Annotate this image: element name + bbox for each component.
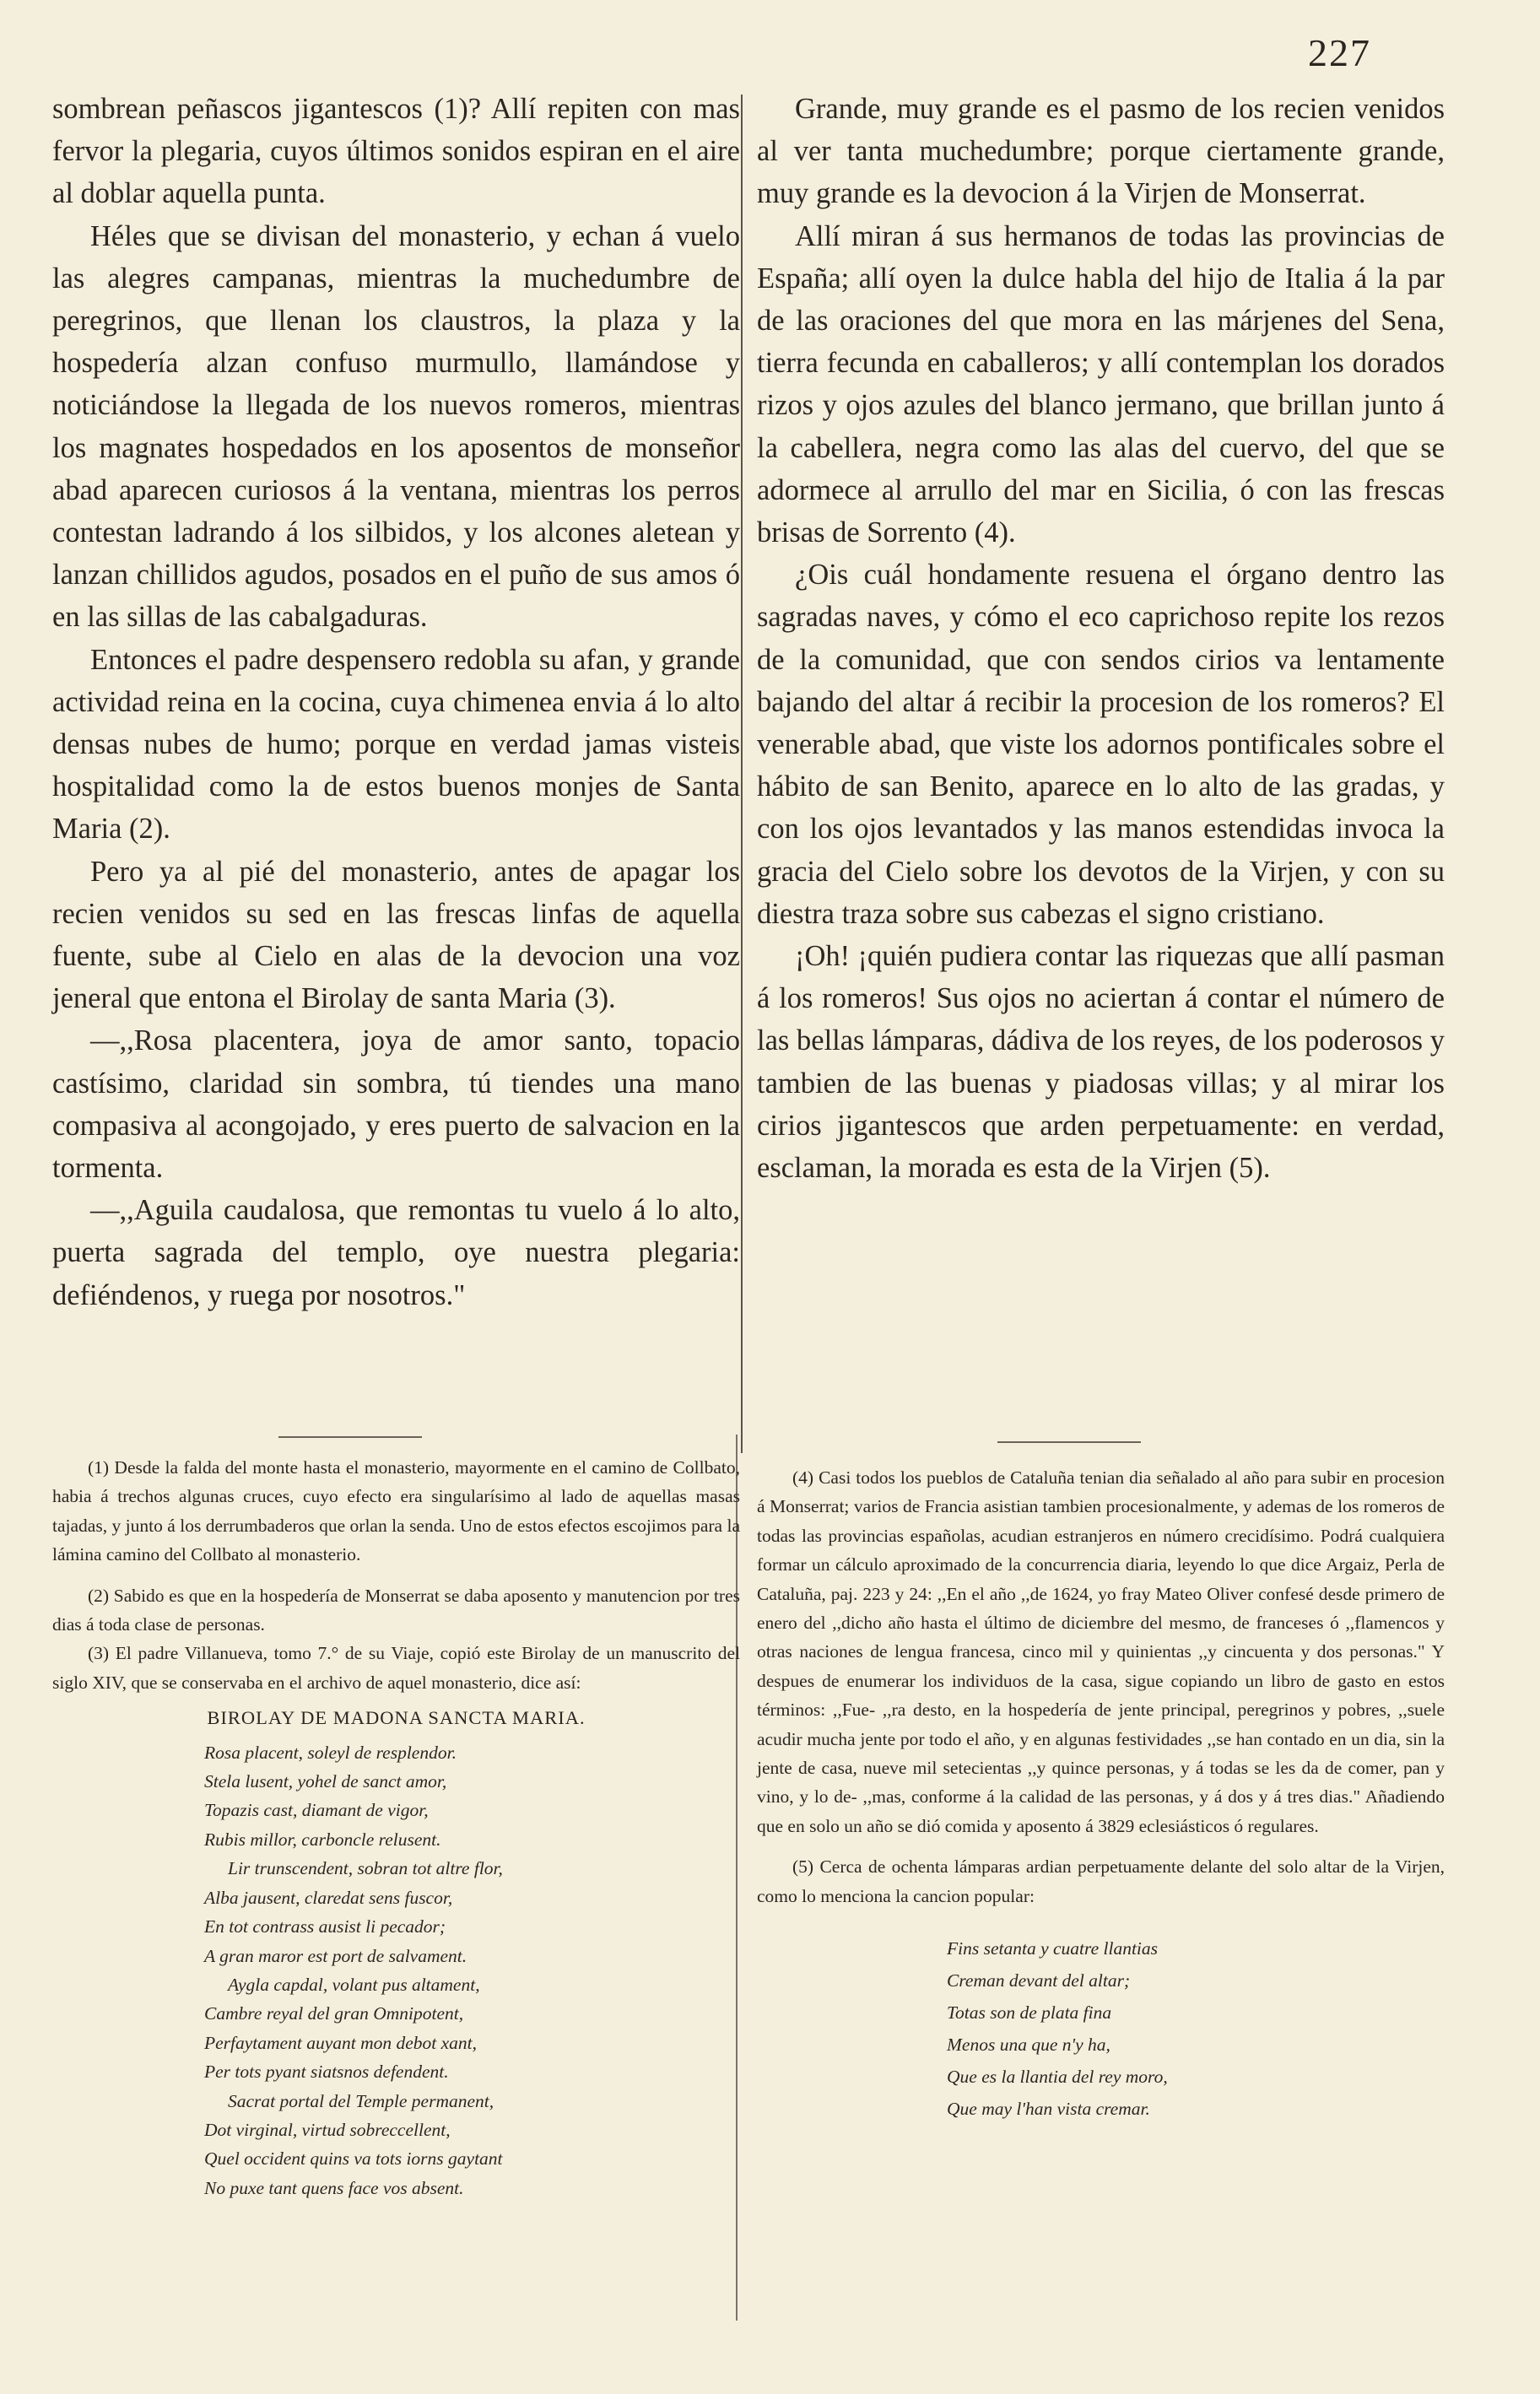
popular-song-verse	[757, 1932, 1445, 2125]
paragraph: ¿Ois cuál hondamente resuena el órgano dentro las sagradas naves, y cómo el eco caprichoso repite los rezos de la comunidad, que con sendos cirios va lentamente bajando del altar á recibir la procesion de los romeros? El venerable abad, que viste los adornos pontificales sobre el hábito de san Benito, aparece en lo alto de las gradas, y con los ojos levantados y las manos estendidas invoca la gracia del Cielo sobre los devotos de la Virjen, y con su diestra traza sobre sus cabezas el signo cristiano.	[757, 559, 1445, 930]
verse-heading: BIROLAY DE MADONA SANCTA MARIA.	[207, 1707, 586, 1729]
footnote-separator-left	[278, 1436, 422, 1438]
verse-line: En tot contrass ausist li pecador;	[204, 1916, 446, 1937]
column-rule	[741, 95, 743, 1453]
footnote-4: (4) Casi todos los pueblos de Cataluña tenian dia señalado al año para subir en procesion á Monserrat; varios de Francia asistian tambien procesionalmente, y ademas de los romeros de todas las provincias españolas, acudian estranjeros en número crecidísimo. Podrá cualquiera formar un cálculo aproximado de la concurrencia diaria, leyendo lo que dice Argaiz, Perla de Cataluña, paj. 223 y 24: ,,En el año ,,de 1624, yo fray Mateo Oliver confesé desde primero de enero del ,,dicho año hasta el último de diciembre del mesmo, de franceses ó ,,flamencos y otras naciones de lengua francesa, cinco mil y quinientas ,,y cincuenta y dos personas." Y despues de enumerar los individuos de la casa, sigue copiando un libro de gasto en estos términos: ,,Fue- ,,ra desto, en la hospedería de jente principal, peregrinos y pobres, ,,suele acudir mucha jente por todo el año, y en algunas festividades ,,se han contado en un dia, sin la jente de casa, nueve mil setecientas ,,y quince personas, y á todas se les da de comer, pan y vino, y lo de- ,,mas, conforme á la calidad de las personas, y á dos y á tres dias." Añadiendo que en solo un año se dió comida y aposento á 3829 eclesiásticos ó regulares.	[757, 1467, 1445, 1836]
paragraph: Pero ya al pié del monasterio, antes de apagar los recien venidos su sed en las frescas linfas de aquella fuente, sube al Cielo en alas de la devocion una voz jeneral que entona el Birolay de santa Maria (3).	[52, 855, 740, 1015]
paragraph: Allí miran á sus hermanos de todas las provincias de España; allí oyen la dulce habla del hijo de Italia á la par de las oraciones del que mora en las márjenes del Sena, tierra fecunda en caballeros; y allí contemplan los dorados rizos y ojos azules del blanco jermano, que brillan junto á la cabellera, negra como las alas del cuervo, del que se adormece al arrullo del mar en Sicilia, ó con las frescas brisas de Sorrento (4).	[757, 219, 1445, 549]
verse-line: Que may l'han vista cremar.	[947, 2099, 1150, 2120]
page-number: 227	[1308, 31, 1371, 74]
right-column	[757, 88, 1445, 1189]
footnotes-right	[757, 1453, 1445, 2125]
verse-line: Creman devant del altar;	[947, 1970, 1131, 1991]
verse-line: Que es la llantia del rey moro,	[947, 2067, 1168, 2088]
verse-line: Totas son de plata fina	[947, 2002, 1112, 2024]
paragraph: —,,Aguila caudalosa, que remontas tu vuelo á lo alto, puerta sagrada del templo, oye nuestra plegaria: defiéndenos, y ruega por nosotros."	[52, 1194, 740, 1311]
verse-line: Fins setanta y cuatre llantias	[947, 1938, 1159, 1959]
footnote-3: (3) El padre Villanueva, tomo 7.° de su Viaje, copió este Birolay de un manuscrito del siglo XIV, que se conservaba en el archivo de aquel monasterio, dice así:	[52, 1643, 740, 1693]
verse-line: Dot virginal, virtud sobreccellent,	[204, 2119, 451, 2140]
footnote-5: (5) Cerca de ochenta lámparas ardian perpetuamente delante del solo altar de la Virjen, como lo menciona la cancion popular:	[757, 1856, 1445, 1906]
verse-line: Topazis cast, diamant de vigor,	[204, 1800, 429, 1821]
verse-line: Quel occident quins va tots iorns gaytant	[204, 2148, 503, 2170]
paragraph: Grande, muy grande es el pasmo de los recien venidos al ver tanta muchedumbre; porque ciertamente grande, muy grande es la devocion á la Virjen de Monserrat.	[757, 93, 1445, 210]
verse-line: No puxe tant quens face vos absent.	[204, 2177, 464, 2198]
paragraph: Héles que se divisan del monasterio, y echan á vuelo las alegres campanas, mientras la muchedumbre de peregrinos, que llenan los claustros, la plaza y la hospedería alzan confuso murmullo, llamándose y noticiándose la llegada de los nuevos romeros, mientras los magnates hospedados en los aposentos de monseñor abad aparecen curiosos á la ventana, mientras los perros contestan ladrando á los silbidos, y los alcones aletean y lanzan chillidos agudos, posados en el puño de sus amos ó en las sillas de las cabalgaduras.	[52, 219, 740, 634]
footnote-separator-right	[997, 1441, 1141, 1443]
birolay-verse	[52, 1738, 740, 2203]
verse-line: Menos una que n'y ha,	[947, 2035, 1110, 2056]
footnotes-left	[52, 1453, 740, 2202]
verse-line: Rubis millor, carboncle relusent.	[204, 1829, 441, 1850]
verse-line: Per tots pyant siatsnos defendent.	[204, 2062, 449, 2083]
verse-line: Lir trunscendent, sobran tot altre flor,	[228, 1858, 503, 1879]
verse-line: Aygla capdal, volant pus altament,	[228, 1974, 480, 1995]
verse-line: Stela lusent, yohel de sanct amor,	[204, 1771, 447, 1792]
footnote-2: (2) Sabido es que en la hospedería de Monserrat se daba aposento y manutencion por tres dias á toda clase de personas.	[52, 1585, 740, 1635]
verse-line: Sacrat portal del Temple permanent,	[228, 2090, 494, 2111]
verse-line: Alba jausent, claredat sens fuscor,	[204, 1887, 453, 1908]
paragraph: ¡Oh! ¡quién pudiera contar las riquezas que allí pasman á los romeros! Sus ojos no aciertan á contar el número de las bellas lámparas, dádiva de los reyes, de los poderosos y tambien de las buenas y piadosas villas; y al mirar los cirios jigantescos que arden perpetuamente: en verdad, esclaman, la morada es esta de la Virjen (5).	[757, 940, 1445, 1185]
footnote-1: (1) Desde la falda del monte hasta el monasterio, mayormente en el camino de Collbato, habia á trechos algunas cruces, cuyo efecto era singularísimo al lado de aquellas masas tajadas, y junto á los derrumbaderos que orlan la senda. Uno de estos efectos escojimos para la lámina camino del Collbato al monasterio.	[52, 1457, 740, 1565]
verse-line: Cambre reyal del gran Omnipotent,	[204, 2003, 464, 2024]
verse-line: Perfaytament auyant mon debot xant,	[204, 2032, 478, 2053]
paragraph: —,,Rosa placentera, joya de amor santo, topacio castísimo, claridad sin sombra, tú tiendes una mano compasiva al acongojado, y eres puerto de salvacion en la tormenta.	[52, 1024, 740, 1185]
left-column	[52, 88, 740, 1316]
verse-line: A gran maror est port de salvament.	[204, 1945, 467, 1966]
paragraph: sombrean peñascos jigantescos (1)? Allí repiten con mas fervor la plegaria, cuyos últimos sonidos espiran en el aire al doblar aquella punta.	[52, 93, 740, 210]
paragraph: Entonces el padre despensero redobla su afan, y grande actividad reina en la cocina, cuya chimenea envia á lo alto densas nubes de humo; porque en verdad jamas visteis hospitalidad como la de estos buenos monjes de Santa Maria (2).	[52, 643, 740, 846]
verse-line: Rosa placent, soleyl de resplendor.	[204, 1742, 457, 1763]
